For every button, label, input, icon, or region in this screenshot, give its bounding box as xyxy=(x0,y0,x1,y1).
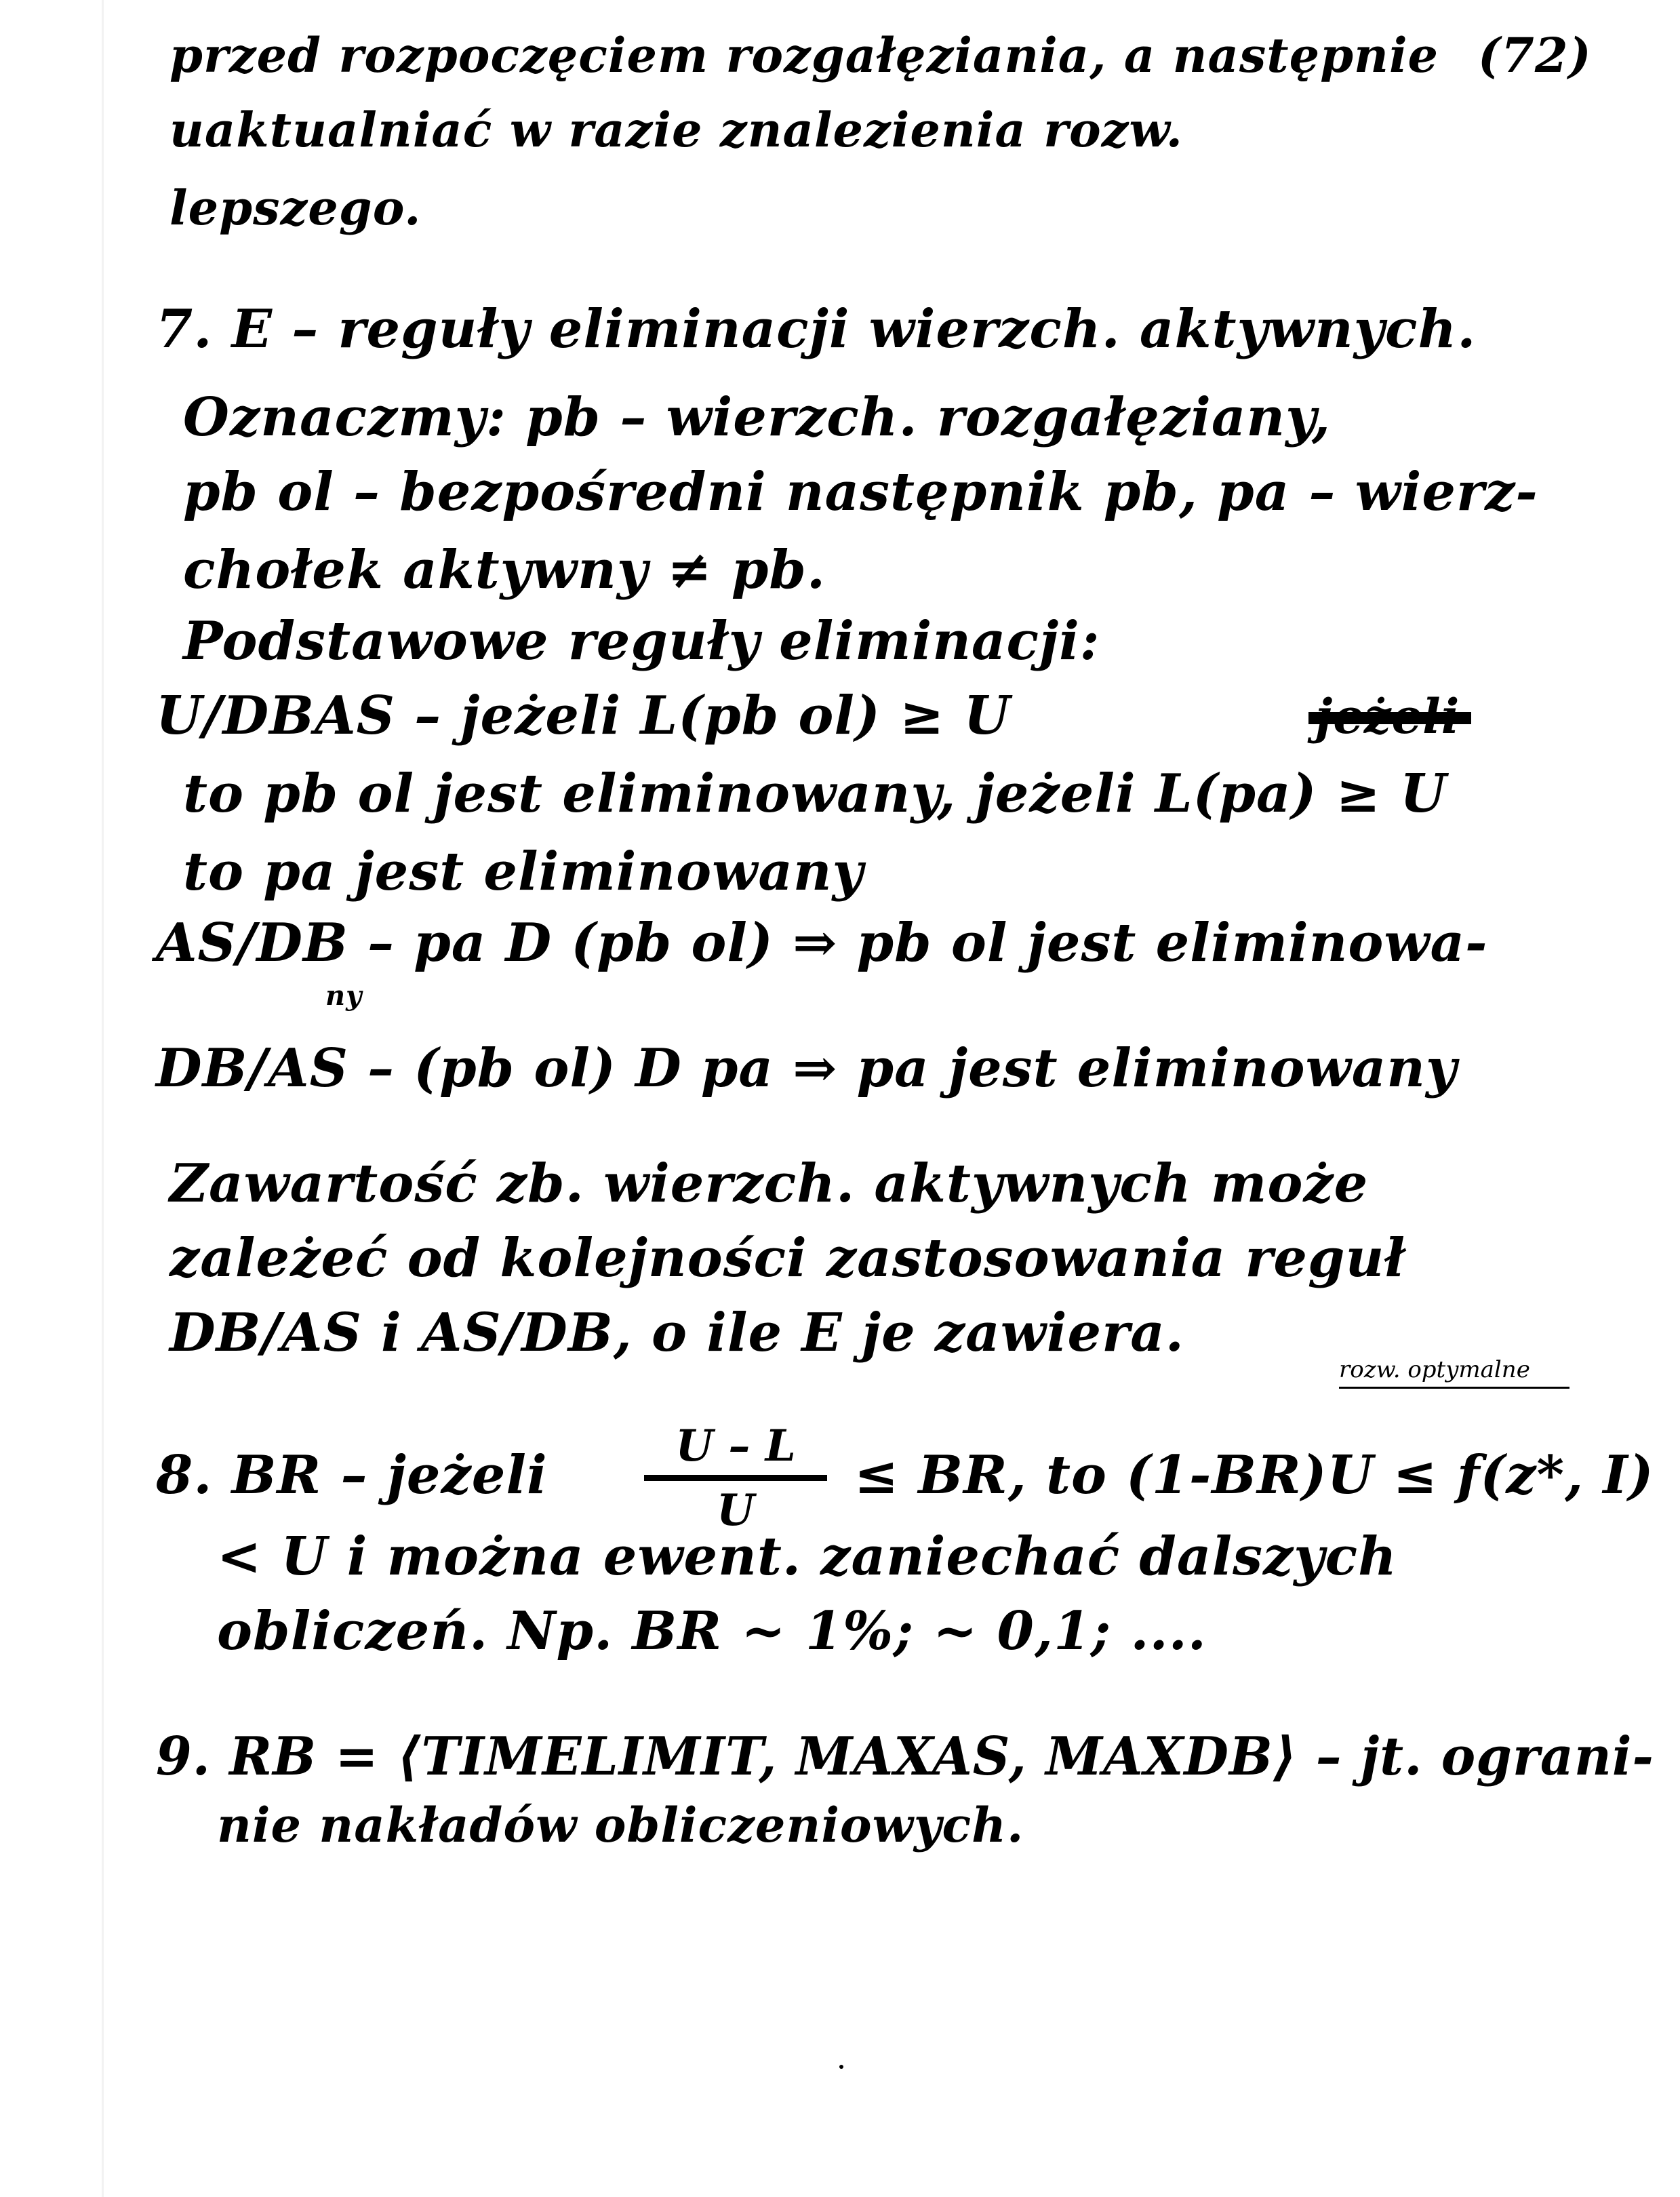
note-line-16: DB/AS i AS/DB, o ile E je zawiera. xyxy=(169,1302,1184,1364)
note-line-19: obliczeń. Np. BR ~ 1%; ~ 0,1; .... xyxy=(217,1600,1207,1662)
fraction-numerator: U – L xyxy=(675,1421,796,1471)
fraction-denominator: U xyxy=(717,1485,755,1536)
note-line-18: < U i można ewent. zaniechać dalszych xyxy=(217,1526,1397,1587)
margin-annotation: rozw. optymalne xyxy=(1339,1356,1530,1383)
annotation-underline xyxy=(1339,1387,1569,1389)
rule-db-as: DB/AS – (pb ol) D pa ⇒ pa jest eliminowany xyxy=(156,1037,1458,1099)
note-line-7: chołek aktywny ≠ pb. xyxy=(183,539,826,601)
section-8-heading: 8. BR – jeżeli xyxy=(156,1444,548,1506)
note-line-21: nie nakładów obliczeniowych. xyxy=(217,1797,1024,1853)
section-7-heading: 7. E – reguły eliminacji wierzch. aktywnych. xyxy=(156,298,1477,360)
section-8-condition: ≤ BR, to (1-BR)U ≤ f(z*, I) xyxy=(854,1444,1654,1506)
note-line-5: Oznaczmy: pb – wierzch. rozgałęziany, xyxy=(183,387,1332,448)
note-line-10: to pb ol jest eliminowany, jeżeli L(pa) ≥ U xyxy=(183,763,1447,825)
scan-speck xyxy=(839,2065,843,2069)
note-line-11: to pa jest eliminowany xyxy=(183,841,864,903)
note-line-3: lepszego. xyxy=(169,180,422,236)
rule-as-db: AS/DB – pa D (pb ol) ⇒ pb ol jest eliminowa- xyxy=(156,912,1488,974)
strike-through xyxy=(1308,712,1471,724)
page-number: (72) xyxy=(1478,27,1592,83)
note-line-14: Zawartość zb. wierzch. aktywnych może xyxy=(169,1153,1369,1214)
margin-shadow xyxy=(102,0,104,2197)
note-line-2: uaktualniać w razie znalezienia rozw. xyxy=(169,102,1184,158)
note-line-15: zależeć od kolejności zastosowania reguł xyxy=(169,1227,1406,1289)
rule-as-db-continuation: ny xyxy=(325,980,363,1012)
rule-u-dbas: U/DBAS – jeżeli L(pb ol) ≥ U xyxy=(156,685,1011,747)
note-line-1: przed rozpoczęciem rozgałęziania, a następnie xyxy=(169,27,1439,83)
note-line-8: Podstawowe reguły eliminacji: xyxy=(183,610,1100,672)
section-9-heading: 9. RB = ⟨TIMELIMIT, MAXAS, MAXDB⟩ – jt. ograni- xyxy=(156,1726,1654,1787)
fraction-bar xyxy=(644,1475,827,1481)
note-line-6: pb ol – bezpośredni następnik pb, pa – wierz- xyxy=(183,461,1538,523)
